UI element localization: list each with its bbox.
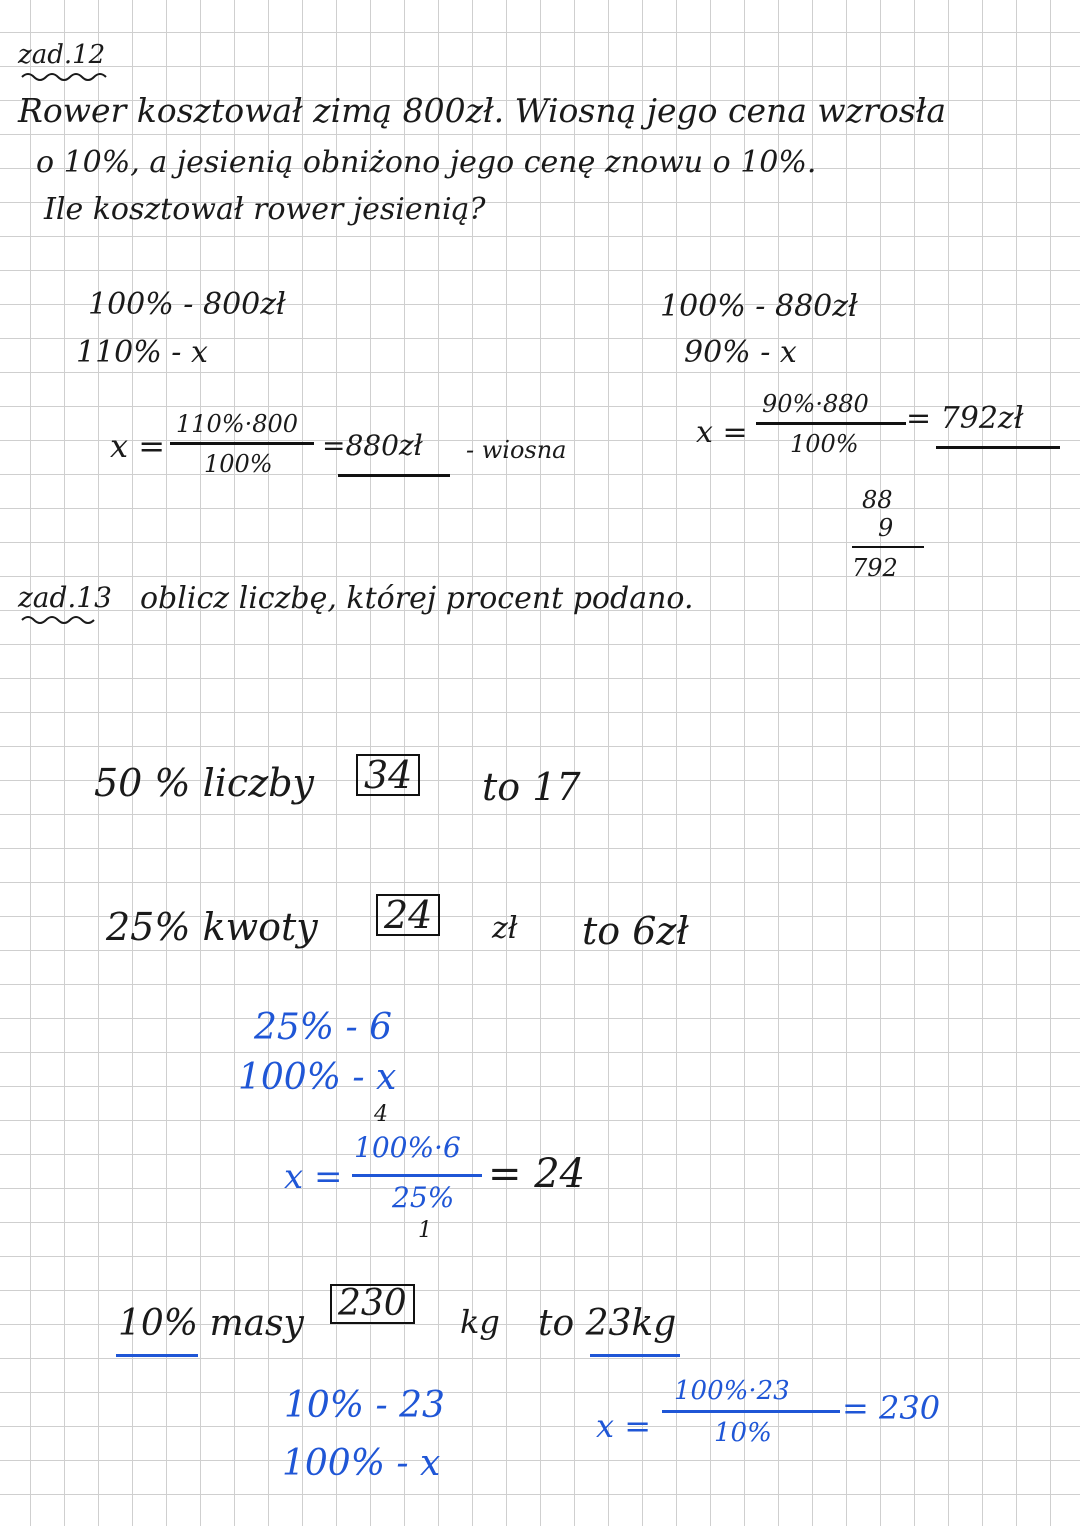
item3-result: = 230: [842, 1389, 941, 1427]
calc-88: 88: [862, 486, 893, 514]
item3-percent-underline: [116, 1354, 198, 1357]
item3-proportion-1: 10% - 23: [284, 1385, 445, 1426]
left-proportion-2: 110% - x: [76, 335, 208, 370]
left-note-spring: - wiosna: [466, 436, 567, 464]
right-proportion-2: 90% - x: [684, 335, 797, 370]
item3-denominator: 10%: [714, 1418, 772, 1448]
right-x-label: x =: [696, 415, 748, 450]
heading-underline-squiggle: [20, 72, 110, 82]
item3-unit: kg: [460, 1303, 500, 1341]
item2-x-label: x =: [284, 1157, 343, 1197]
task13-heading: zad.13: [18, 581, 112, 614]
left-x-label: x =: [110, 427, 166, 465]
left-proportion-1: 100% - 800zł: [88, 287, 286, 322]
left-fraction-bar: [170, 442, 314, 445]
item3-numerator: 100%·23: [674, 1376, 790, 1406]
item2-value: to 6zł: [582, 909, 689, 953]
item2-answer-box: 24: [376, 894, 440, 936]
item1-answer-box: 34: [356, 754, 420, 796]
item3-fraction-bar: [662, 1410, 840, 1413]
left-denominator: 100%: [204, 450, 273, 478]
item3-value: to 23kg: [538, 1303, 677, 1344]
item2-denominator: 25%: [392, 1181, 455, 1214]
item2-proportion-1: 25% - 6: [254, 1007, 392, 1048]
item2-fraction-bar: [352, 1174, 482, 1177]
task12-line2: o 10%, a jesienią obniżono jego cenę znowu o 10%.: [36, 145, 817, 180]
item1-value: to 17: [482, 765, 581, 809]
left-numerator: 110%·800: [176, 410, 299, 438]
task12-line3: Ile kosztował rower jesienią?: [44, 192, 486, 227]
left-result-underline: [338, 474, 450, 477]
left-result: =880zł: [322, 429, 423, 462]
calc-792: 792: [852, 554, 898, 582]
right-result-underline: [936, 446, 1060, 449]
right-denominator: 100%: [790, 430, 859, 458]
task13-underline-squiggle: [20, 615, 110, 625]
item2-cancel-bottom: 1: [418, 1218, 432, 1243]
item1-text: 50 % liczby: [94, 761, 315, 805]
right-fraction-bar: [756, 422, 906, 425]
item3-text: 10% masy: [118, 1303, 304, 1344]
item3-answer-box: 230: [330, 1284, 415, 1324]
item3-x-label: x =: [596, 1407, 652, 1445]
calc-9: 9: [878, 514, 894, 542]
right-proportion-1: 100% - 880zł: [660, 289, 858, 324]
item2-cancel-top: 4: [374, 1102, 388, 1127]
item2-unit: zł: [492, 911, 518, 946]
item2-result: = 24: [488, 1151, 586, 1197]
item2-proportion-2: 100% - x: [238, 1057, 397, 1098]
item3-proportion-2: 100% - x: [282, 1443, 441, 1484]
item3-value-underline: [590, 1354, 680, 1357]
item2-numerator: 100%·6: [354, 1131, 461, 1164]
right-result: = 792zł: [906, 401, 1024, 436]
task13-instruction: oblicz liczbę, której procent podano.: [140, 581, 694, 616]
calc-bar: [852, 546, 924, 548]
task12-heading: zad.12: [18, 40, 106, 70]
item2-text: 25% kwoty: [106, 905, 318, 949]
right-numerator: 90%·880: [762, 390, 869, 418]
task12-line1: Rower kosztował zimą 800zł. Wiosną jego cena wzrosła: [18, 91, 946, 130]
